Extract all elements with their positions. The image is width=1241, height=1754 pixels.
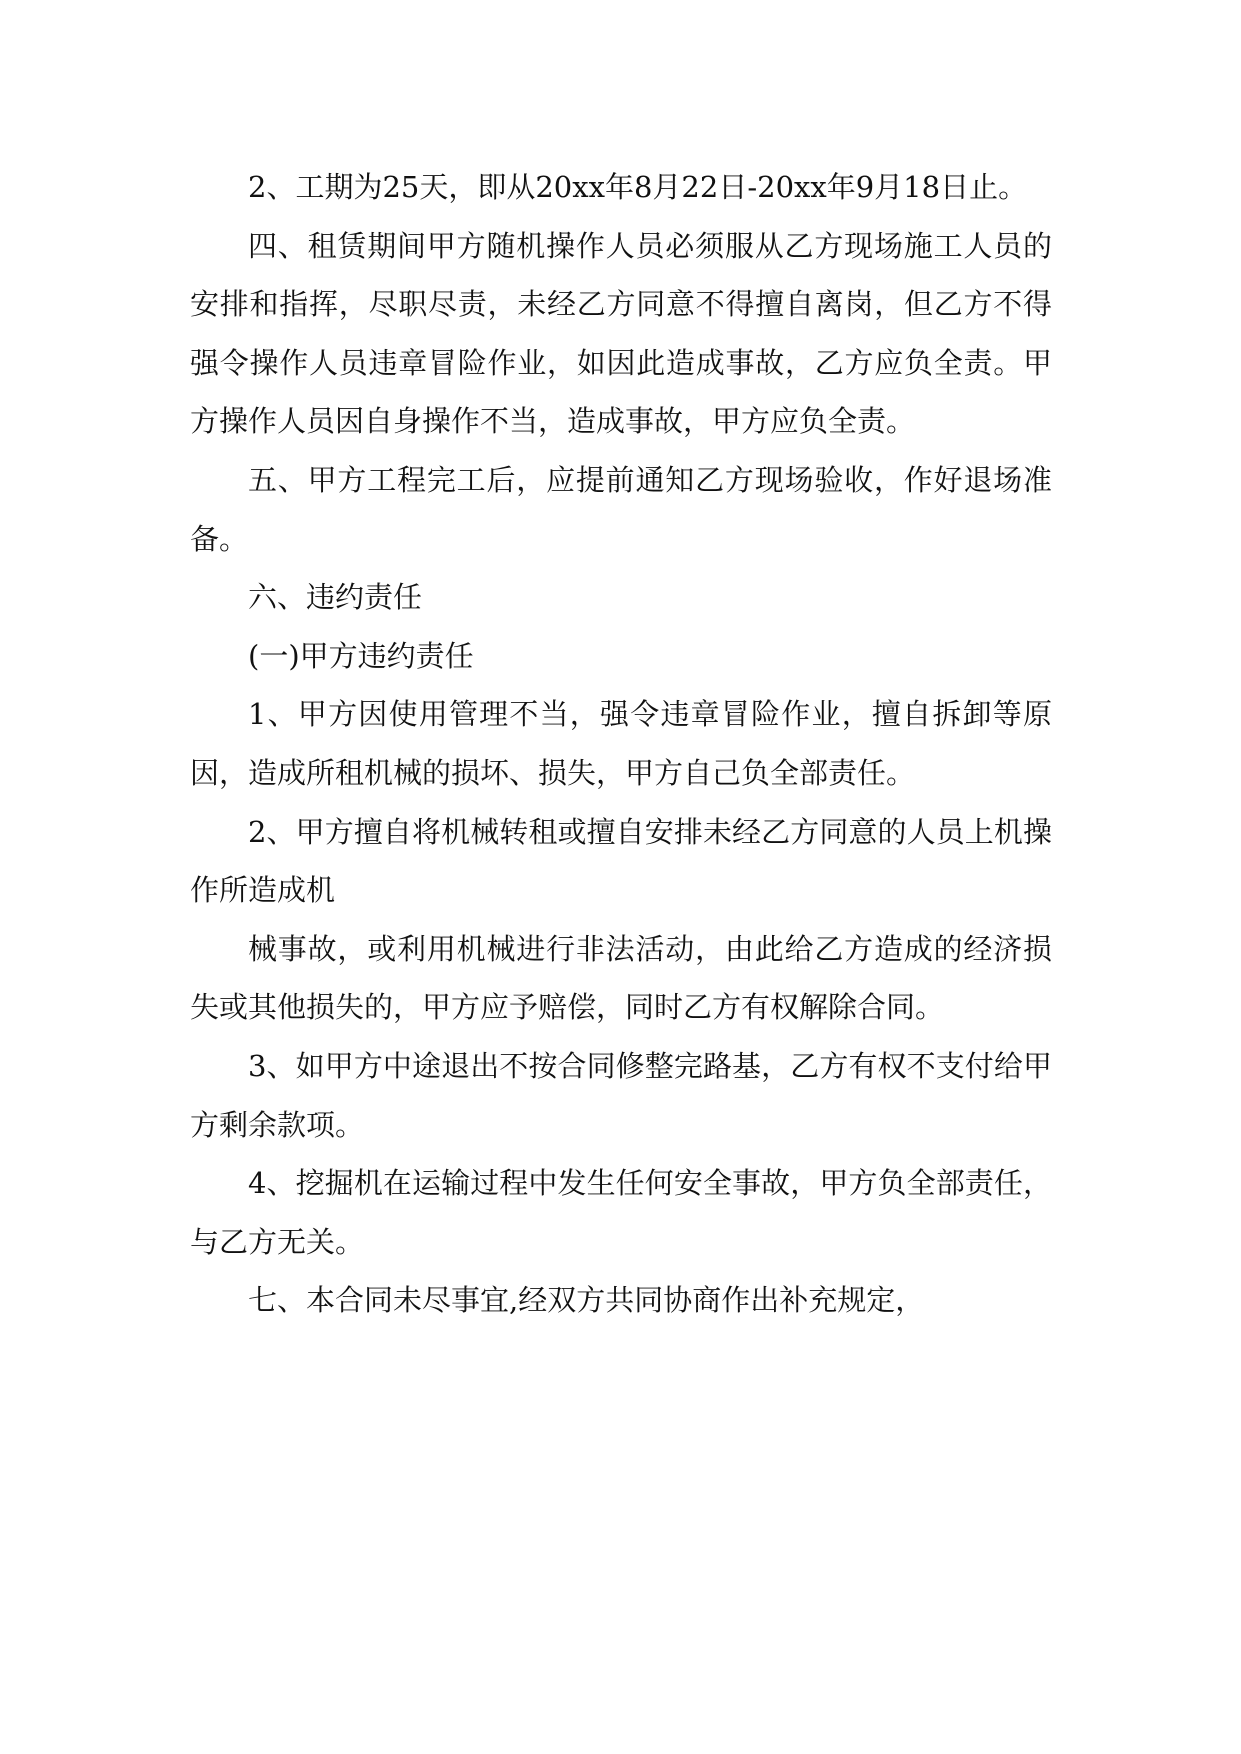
paragraph-clause-5: 五、甲方工程完工后，应提前通知乙方现场验收，作好退场准备。 xyxy=(190,462,1052,556)
document-body xyxy=(190,158,1052,1330)
paragraph-clause-4: 四、租赁期间甲方随机操作人员必须服从乙方现场施工人员的安排和指挥，尽职尽责，未经乙方同意不得擅自离岗，但乙方不得强令操作人员违章冒险作业，如因此造成事故，乙方应负全责。甲方操作人员因自身操作不当，造成事故，甲方应负全责。 xyxy=(190,228,1052,439)
paragraph-liability-2: 2、甲方擅自将机械转租或擅自安排未经乙方同意的人员上机操作所造成机 xyxy=(190,814,1052,908)
paragraph-clause-7: 七、本合同未尽事宜,经双方共同协商作出补充规定， xyxy=(248,1283,925,1318)
paragraph-liability-4: 4、挖掘机在运输过程中发生任何安全事故，甲方负全部责任，与乙方无关。 xyxy=(190,1166,1052,1259)
paragraph-liability-1: 1、甲方因使用管理不当，强令违章冒险作业，擅自拆卸等原因，造成所租机械的损坏、损失，甲方自己负全部责任。 xyxy=(190,697,1052,790)
heading-clause-6: 六、违约责任 xyxy=(248,580,423,615)
paragraph-liability-2-continued: 械事故，或利用机械进行非法活动，由此给乙方造成的经济损失或其他损失的，甲方应予赔偿，同时乙方有权解除合同。 xyxy=(190,931,1052,1025)
subheading-party-a-liability: (一)甲方违约责任 xyxy=(248,638,474,673)
paragraph-construction-period: 2、工期为25天，即从20xx年8月22日-20xx年9月18日止。 xyxy=(248,170,1028,204)
paragraph-liability-3: 3、如甲方中途退出不按合同修整完路基，乙方有权不支付给甲方剩余款项。 xyxy=(190,1048,1052,1142)
